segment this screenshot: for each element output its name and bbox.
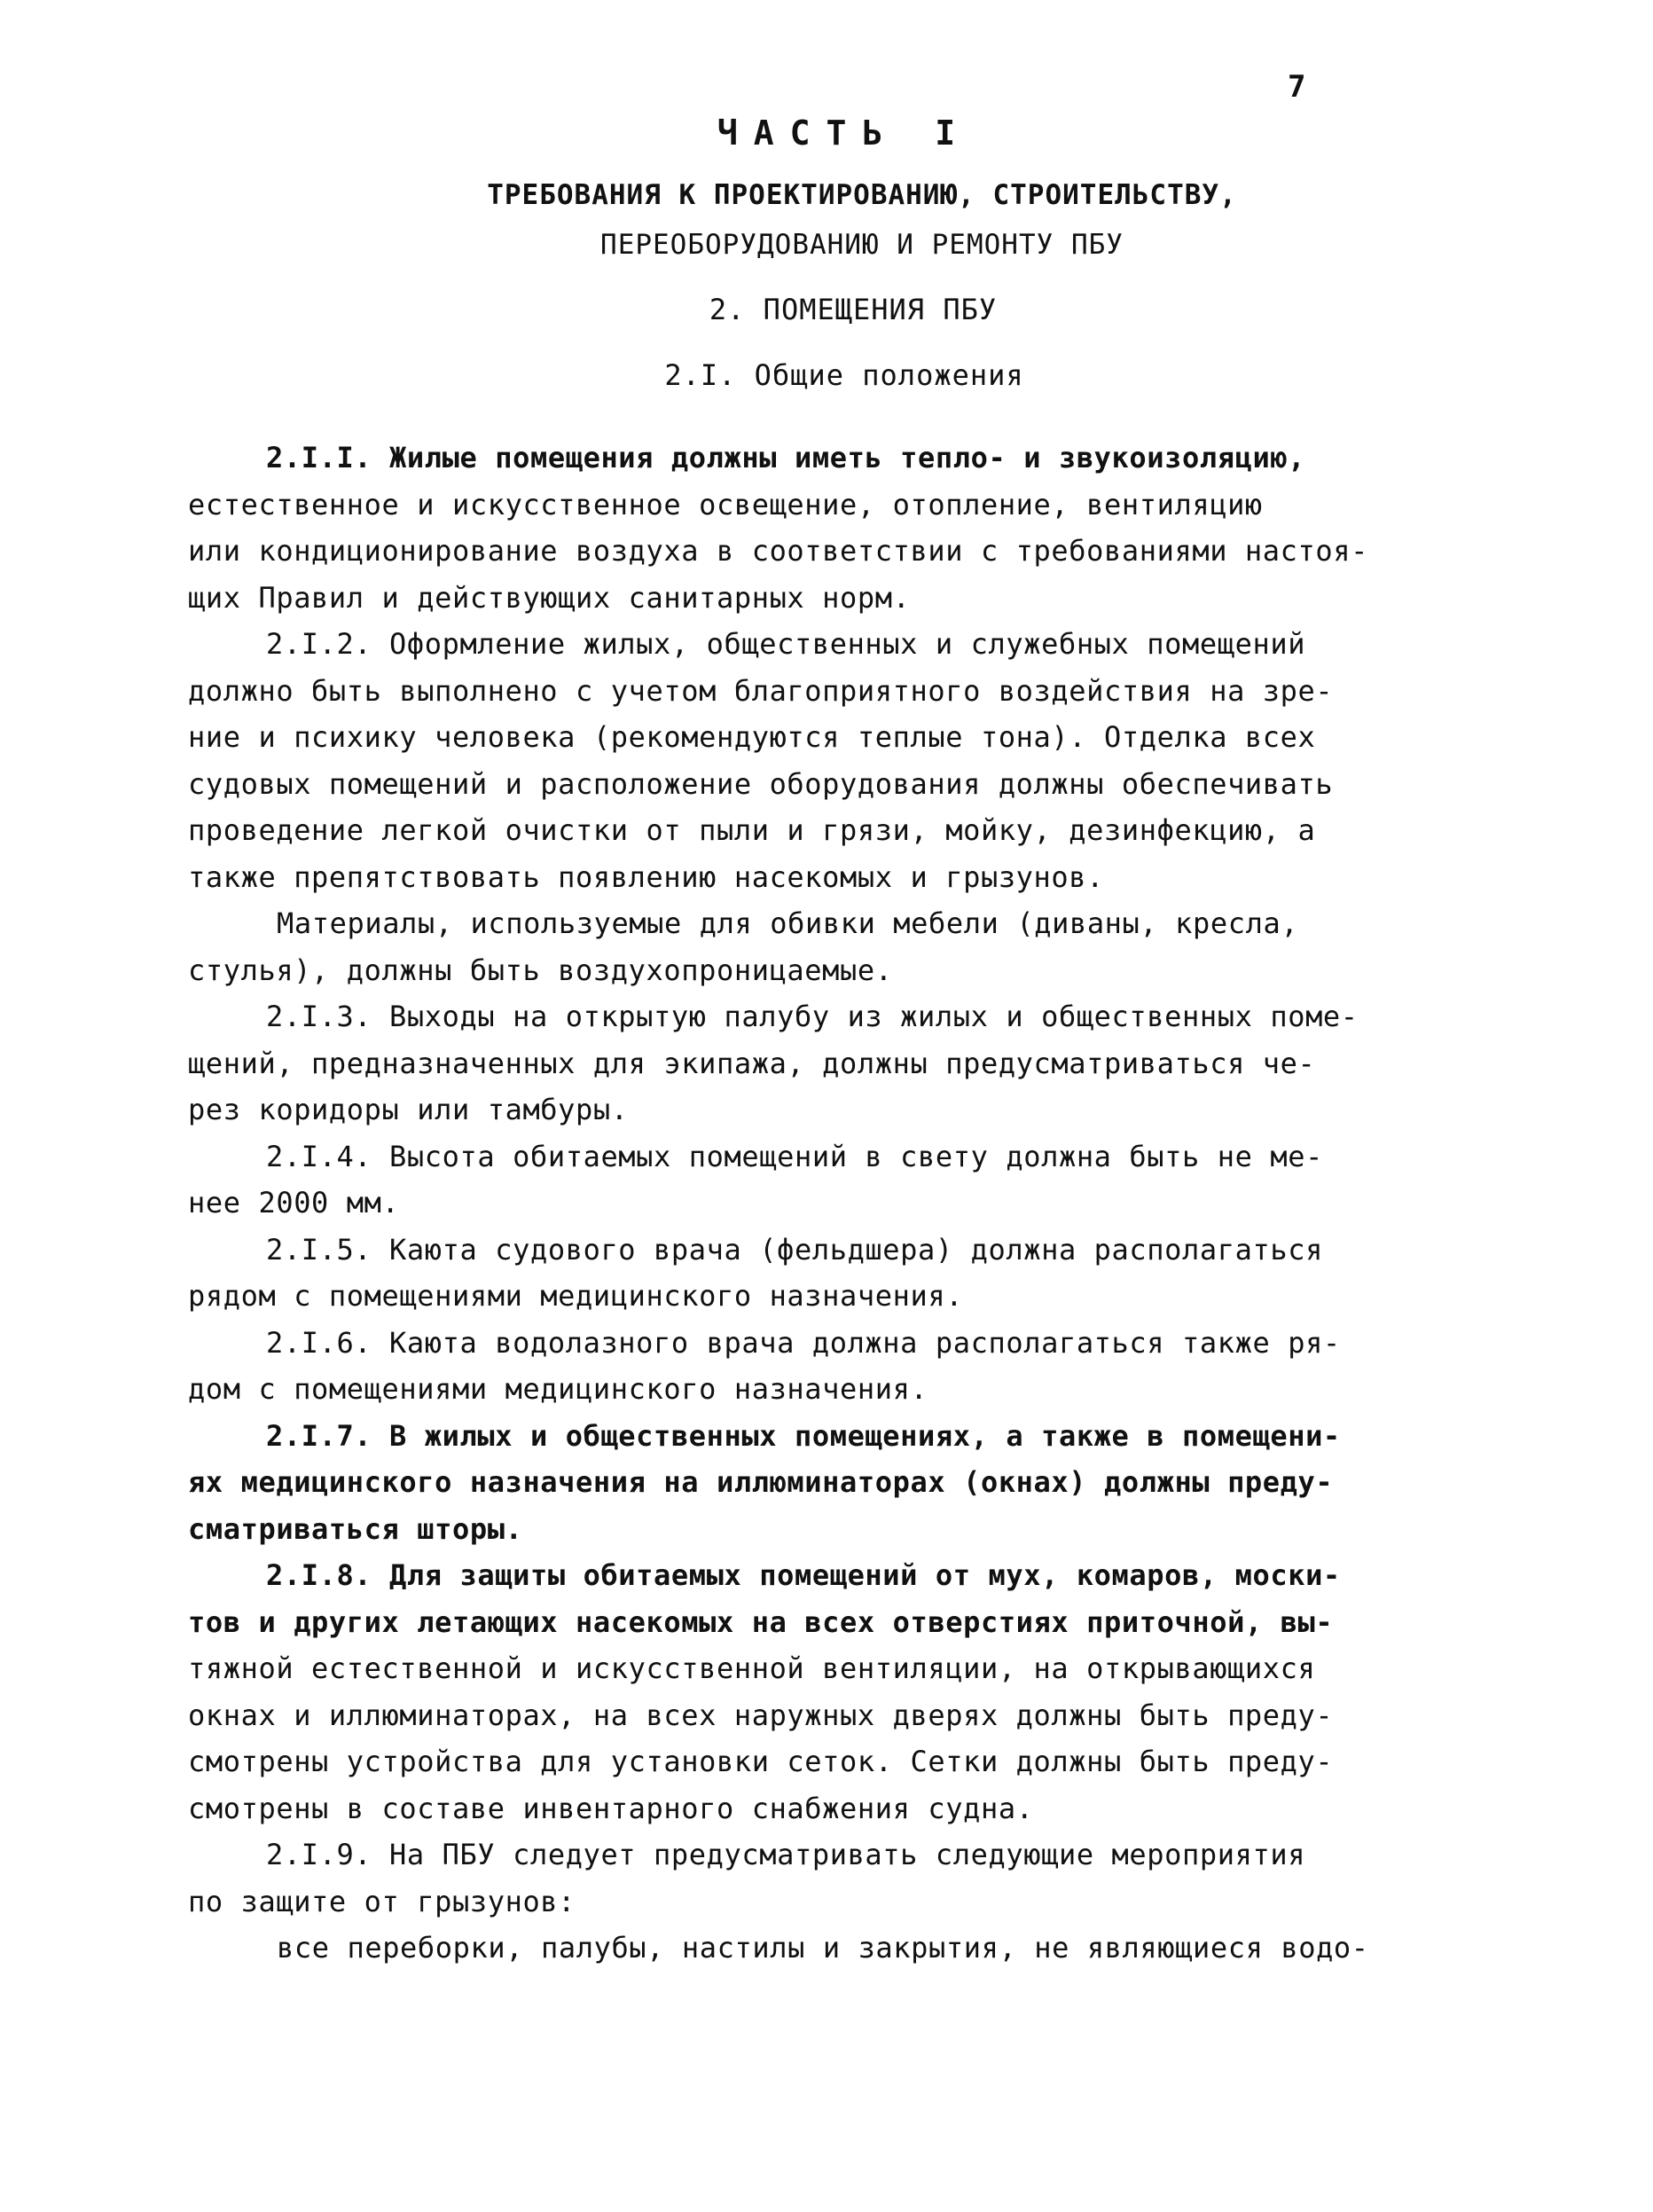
text-line: щений, предназначенных для экипажа, должны предусматриваться че-: [188, 1046, 1316, 1080]
text-line: также препятствовать появлению насекомых и грызунов.: [188, 859, 1105, 894]
text-line: щих Правил и действующих санитарных норм.: [188, 580, 911, 615]
text-line: смотрены устройства для установки сеток. Сетки должны быть преду-: [188, 1745, 1334, 1778]
text-line: 2.I.3. Выходы на открытую палубу из жилых и общественных поме-: [266, 1000, 1359, 1033]
body-text: [188, 435, 1465, 1972]
subsection-title: 2.I. Общие положения: [664, 358, 1024, 392]
text-line: сматриваться шторы.: [188, 1511, 523, 1546]
text-line: 2.I.2. Оформление жилых, общественных и служебных помещений: [266, 627, 1306, 661]
text-line: рез коридоры или тамбуры.: [188, 1093, 629, 1126]
text-line: 2.I.5. Каюта судового врача (фельдшера) должна располагаться: [266, 1232, 1323, 1267]
text-line: по защите от грызунов:: [188, 1884, 576, 1918]
text-line: судовых помещений и расположение оборудования должны обеспечивать: [188, 766, 1334, 801]
text-line: нее 2000 мм.: [188, 1186, 400, 1220]
text-line: стулья), должны быть воздухопроницаемые.: [188, 953, 893, 987]
text-line: все переборки, палубы, настилы и закрытия, не являющиеся водо-: [277, 1931, 1369, 1965]
text-line: рядом с помещениями медицинского назначения.: [188, 1279, 964, 1313]
text-line: 2.I.6. Каюта водолазного врача должна располагаться также ря-: [266, 1325, 1341, 1360]
text-line: смотрены в составе инвентарного снабжения судна.: [188, 1791, 1034, 1825]
text-line: 2.I.I. Жилые помещения должны иметь тепло- и звукоизоляцию,: [266, 441, 1306, 475]
text-line: 2.I.7. В жилых и общественных помещениях, а также в помещени-: [266, 1418, 1341, 1453]
page-number: 7: [1288, 69, 1306, 105]
section-title: 2. ПОМЕЩЕНИЯ ПБУ: [709, 293, 998, 326]
text-line: 2.I.9. На ПБУ следует предусматривать следующие мероприятия: [266, 1838, 1306, 1871]
part-subtitle-line-1: ТРЕБОВАНИЯ К ПРОЕКТИРОВАНИЮ, СТРОИТЕЛЬСТВУ,: [487, 179, 1237, 211]
text-line: 2.I.4. Высота обитаемых помещений в свету должна быть не ме-: [266, 1139, 1323, 1173]
text-line: ние и психику человека (рекомендуются теплые тона). Отделка всех: [188, 720, 1316, 754]
text-line: тяжной естественной и искусственной вентиляции, на открывающихся: [188, 1651, 1316, 1685]
text-line: ях медицинского назначения на иллюминаторах (окнах) должны преду-: [188, 1465, 1334, 1499]
text-line: проведение легкой очистки от пыли и грязи, мойку, дезинфекцию, а: [188, 813, 1316, 847]
text-line: должно быть выполнено с учетом благоприятного воздействия на зре-: [188, 673, 1334, 708]
text-line: или кондиционирование воздуха в соответствии с требованиями настоя-: [188, 534, 1368, 568]
text-line: естественное и искусственное освещение, отопление, вентиляцию: [188, 487, 1263, 522]
part-subtitle-line-2: ПЕРЕОБОРУДОВАНИЮ И РЕМОНТУ ПБУ: [600, 229, 1124, 261]
text-line: окнах и иллюминаторах, на всех наружных дверях должны быть преду-: [188, 1698, 1334, 1732]
text-line: тов и других летающих насекомых на всех отверстиях приточной, вы-: [188, 1604, 1334, 1639]
part-title: ЧАСТЬ I: [717, 114, 972, 153]
text-line: дом с помещениями медицинского назначения.: [188, 1372, 928, 1406]
text-line: 2.I.8. Для защиты обитаемых помещений от мух, комаров, моски-: [266, 1558, 1341, 1592]
text-line: Материалы, используемые для обивки мебели (диваны, кресла,: [277, 906, 1299, 940]
